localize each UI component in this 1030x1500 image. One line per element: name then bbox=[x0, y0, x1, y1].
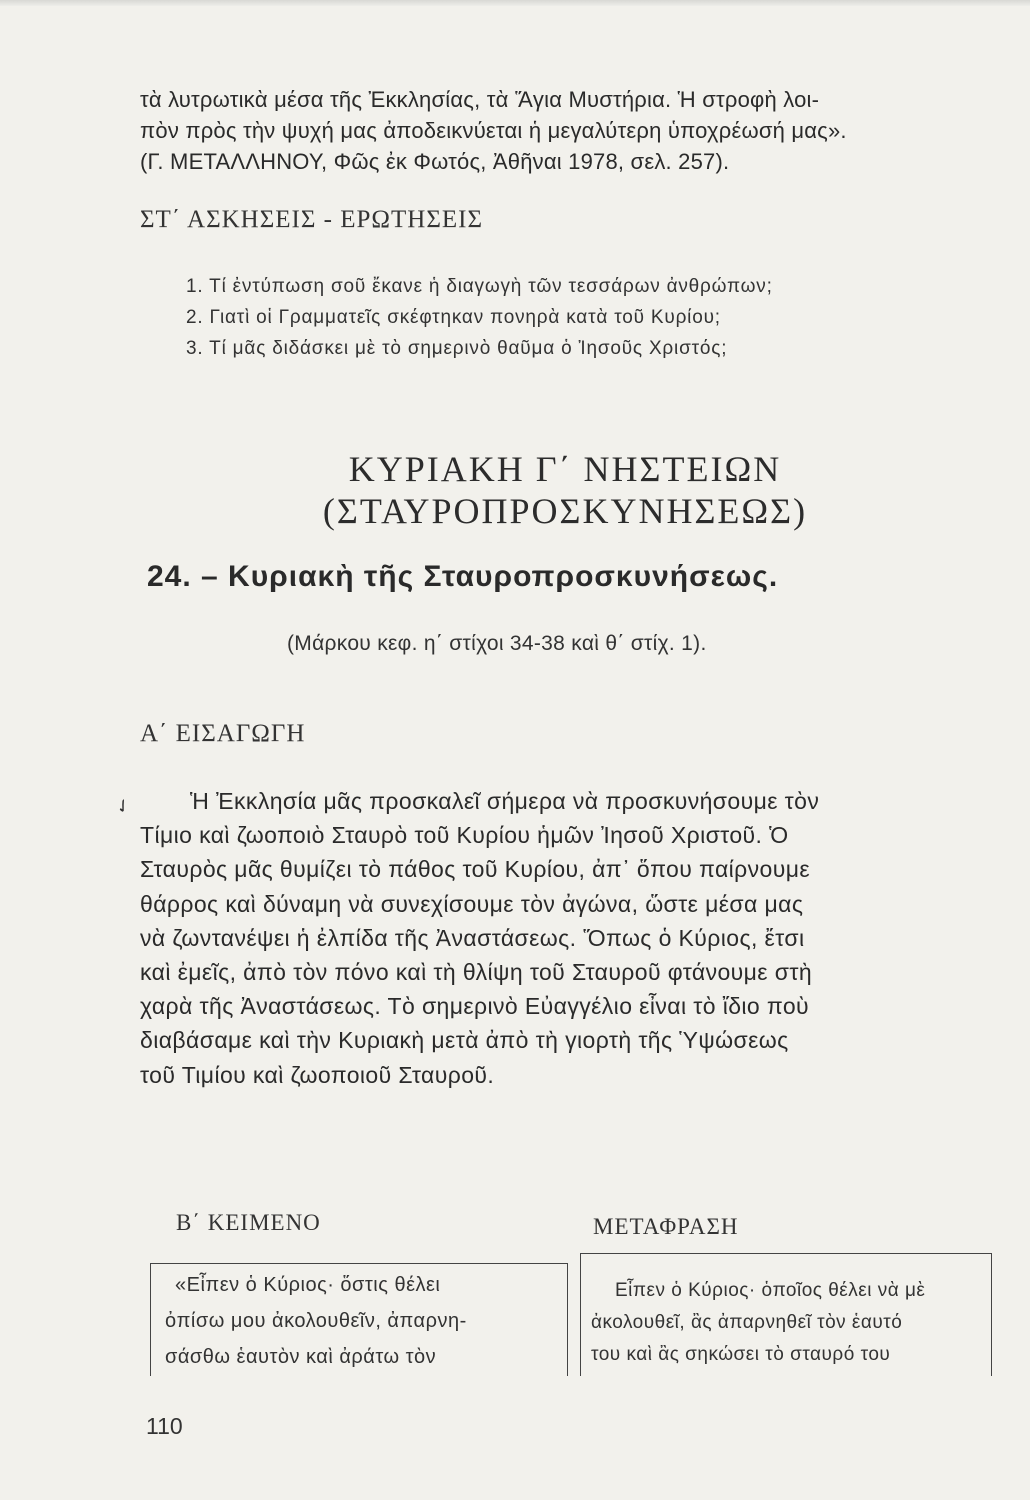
intro-quote bbox=[140, 84, 890, 177]
question-item: 2. Γιατὶ οἱ Γραμματεῖς σκέφτηκαν πονηρὰ κατὰ τοῦ Κυρίου; bbox=[186, 307, 721, 328]
text-line: Σταυρὸς μᾶς θυμίζει τὸ πάθος τοῦ Κυρίου, ἀπ᾽ ὅπου παίρνουμε bbox=[140, 856, 811, 883]
text-section-heading: Β΄ ΚΕΙΜΕΝΟ bbox=[176, 1210, 321, 1235]
question-item: 3. Τί μᾶς διδάσκει μὲ τὸ σημερινὸ θαῦμα ὁ Ἰησοῦς Χριστός; bbox=[186, 338, 728, 359]
scripture-reference: (Μάρκου κεφ. η΄ στίχοι 34-38 καὶ θ΄ στίχ. 1). bbox=[287, 632, 707, 655]
exercises-heading: ΣΤ΄ ΑΣΚΗΣΕΙΣ - ΕΡΩΤΗΣΕΙΣ bbox=[140, 206, 484, 233]
translation-text-box bbox=[580, 1253, 992, 1376]
margin-check-mark-icon: ✓ bbox=[111, 793, 136, 819]
text-line: πὸν πρὸς τὴν ψυχή μας ἀποδεικνύεται ἡ μεγαλύτερη ὑποχρέωσή μας». bbox=[140, 118, 847, 143]
text-line: ἀκολουθεῖ, ἂς ἀπαρνηθεῖ τὸν ἑαυτό bbox=[591, 1312, 903, 1333]
text-line: τοῦ Τιμίου καὶ ζωοποιοῦ Σταυροῦ. bbox=[140, 1061, 495, 1088]
text-line: «Εἶπεν ὁ Κύριος· ὅστις θέλει bbox=[175, 1274, 441, 1296]
introduction-heading: Α΄ ΕΙΣΑΓΩΓΗ bbox=[140, 720, 306, 747]
page-number: 110 bbox=[146, 1413, 183, 1439]
question-item: 1. Τί ἐντύπωση σοῦ ἔκανε ἡ διαγωγὴ τῶν τεσσάρων ἀνθρώπων; bbox=[186, 276, 773, 297]
text-line: Τίμιο καὶ ζωοποιὸ Σταυρὸ τοῦ Κυρίου ἡμῶν Ἰησοῦ Χριστοῦ. Ὁ bbox=[140, 822, 789, 849]
text-line: χαρὰ τῆς Ἀναστάσεως. Τὸ σημερινὸ Εὐαγγέλιο εἶναι τὸ ἴδιο ποὺ bbox=[140, 993, 810, 1020]
text-line: σάσθω ἑαυτὸν καὶ ἀράτω τὸν bbox=[165, 1346, 437, 1368]
text-line: Εἶπεν ὁ Κύριος· ὁποῖος θέλει νὰ μὲ bbox=[615, 1280, 926, 1301]
text-line: θάρρος καὶ δύναμη νὰ συνεχίσουμε τὸν ἀγώνα, ὥστε μέσα μας bbox=[140, 890, 804, 917]
translation-heading: ΜΕΤΑΦΡΑΣΗ bbox=[593, 1214, 739, 1239]
lesson-heading: 24. – Κυριακὴ τῆς Σταυροπροσκυνήσεως. bbox=[147, 560, 779, 593]
sunday-title-line1: ΚΥΡΙΑΚΗ Γ΄ ΝΗΣΤΕΙΩΝ bbox=[348, 449, 782, 489]
introduction-paragraph bbox=[140, 784, 1000, 1092]
original-text-box bbox=[150, 1263, 568, 1376]
text-line: τὰ λυτρωτικὰ μέσα τῆς Ἐκκλησίας, τὰ Ἅγια Μυστήρια. Ἡ στροφὴ λοι- bbox=[140, 87, 820, 112]
text-line: Ἡ Ἐκκλησία μᾶς προσκαλεῖ σήμερα νὰ προσκυνήσουμε τὸν bbox=[190, 788, 820, 814]
scan-top-edge bbox=[0, 0, 1030, 6]
text-line: καὶ ἐμεῖς, ἀπὸ τὸν πόνο καὶ τὴ θλίψη τοῦ Σταυροῦ φτάνουμε στὴ bbox=[140, 959, 813, 986]
text-line: ὀπίσω μου ἀκολουθεῖν, ἀπαρνη- bbox=[165, 1310, 467, 1332]
text-line: (Γ. ΜΕΤΑΛΛΗΝΟΥ, Φῶς ἐκ Φωτός, Ἀθῆναι 1978, σελ. 257). bbox=[140, 149, 730, 174]
sunday-title-line2: (ΣΤΑΥΡΟΠΡΟΣΚΥΝΗΣΕΩΣ) bbox=[322, 491, 808, 531]
text-line: διαβάσαμε καὶ τὴν Κυριακὴ μετὰ ἀπὸ τὴ γιορτὴ τῆς Ὑψώσεως bbox=[140, 1027, 789, 1054]
text-line: νὰ ζωντανέψει ἡ ἐλπίδα τῆς Ἀναστάσεως. Ὅπως ὁ Κύριος, ἔτσι bbox=[140, 924, 805, 951]
text-line: του καὶ ἂς σηκώσει τὸ σταυρό του bbox=[591, 1344, 891, 1365]
